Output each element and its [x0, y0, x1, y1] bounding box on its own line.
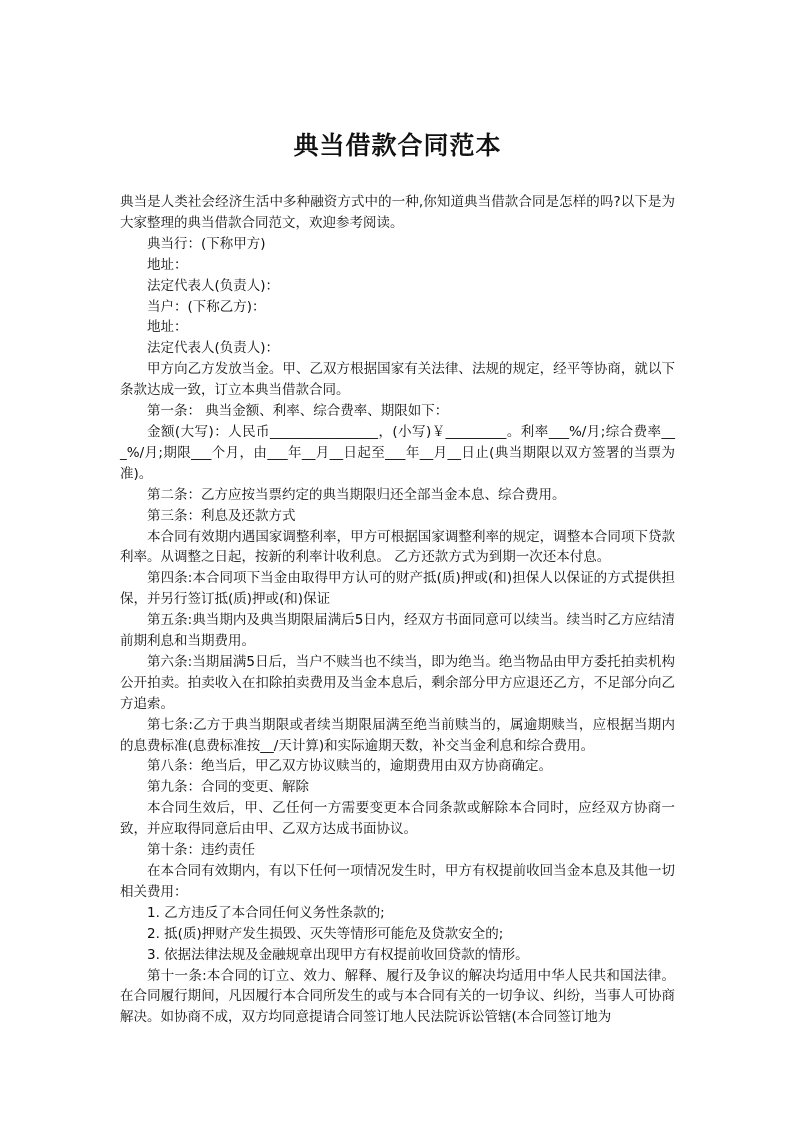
paragraph: 第九条：合同的变更、解除 — [147, 779, 309, 796]
paragraph: 金额(大写)：人民币________________，(小写)￥_________。利率___%/月;综合费率___%/月;期限___个月，由___年__月__日起至___年__月__日止(典当期限以双方签署的当票为准)。 — [120, 423, 675, 482]
paragraph: 3. 依据法律法规及金融规章出现甲方有权提前收回贷款的情形。 — [147, 946, 529, 963]
paragraph: 地址： — [147, 256, 188, 273]
paragraph: 第一条： 典当金额、利率、综合费率、期限如下： — [147, 403, 449, 420]
paragraph: 第四条:本合同项下当金由取得甲方认可的财产抵(质)押或(和)担保人以保证的方式提供担保，并另行签订抵(质)押或(和)保证 — [120, 570, 675, 608]
paragraph: 第十条：违约责任 — [147, 842, 255, 859]
paragraph: 当户：(下称乙方)： — [147, 298, 266, 315]
document-body — [120, 192, 675, 1028]
paragraph: 法定代表人(负责人)： — [147, 277, 280, 294]
paragraph: 2. 抵(质)押财产发生损毁、灭失等情形可能危及贷款安全的; — [147, 925, 504, 942]
paragraph: 本合同生效后，甲、乙任何一方需要变更本合同条款或解除本合同时，应经双方协商一致，并应取得同意后由甲、乙双方达成书面协议。 — [120, 800, 675, 838]
paragraph: 典当是人类社会经济生活中多种融资方式中的一种,你知道典当借款合同是怎样的吗?以下是为大家整理的典当借款合同范文，欢迎参考阅读。 — [120, 194, 675, 231]
paragraph: 第七条:乙方于典当期限或者续当期限届满至绝当前赎当的，属逾期赎当，应根据当期内的息费标准(息费标准按__/天计算)和实际逾期天数，补交当金利息和综合费用。 — [120, 716, 675, 754]
paragraph: 1. 乙方违反了本合同任何义务性条款的; — [147, 904, 385, 921]
paragraph: 本合同有效期内遇国家调整利率，甲方可根据国家调整利率的规定，调整本合同项下贷款利率。从调整之日起，按新的利率计收利息。 乙方还款方式为到期一次还本付息。 — [120, 528, 675, 566]
paragraph: 第五条:典当期内及典当期限届满后5日内，经双方书面同意可以续当。续当时乙方应结清前期利息和当期费用。 — [120, 612, 675, 650]
paragraph: 第八条：绝当后，甲乙双方协议赎当的，逾期费用由双方协商确定。 — [147, 758, 552, 775]
paragraph: 典当行：(下称甲方) — [147, 235, 266, 252]
paragraph: 第二条：乙方应按当票约定的典当期限归还全部当金本息、综合费用。 — [147, 486, 566, 503]
paragraph: 第十一条:本合同的订立、效力、解释、履行及争议的解决均适用中华人民共和国法律。在合同履行期间，凡因履行本合同所发生的或与本合同有关的一切争议、纠纷，当事人可协商解决。如协商不成，双方均同意提请合同签订地人民法院诉讼管辖(本合同签订地为 — [120, 967, 675, 1026]
paragraph: 甲方向乙方发放当金。甲、乙双方根据国家有关法律、法规的规定，经平等协商，就以下条款达成一致，订立本典当借款合同。 — [120, 361, 675, 399]
paragraph: 地址： — [147, 319, 188, 336]
paragraph: 第三条：利息及还款方式 — [147, 507, 296, 524]
paragraph: 在本合同有效期内，有以下任何一项情况发生时，甲方有权提前收回当金本息及其他一切相关费用： — [120, 863, 675, 900]
paragraph: 第六条:当期届满5日后，当户不赎当也不续当，即为绝当。绝当物品由甲方委托拍卖机构公开拍卖。拍卖收入在扣除拍卖费用及当金本息后，剩余部分甲方应退还乙方，不足部分向乙方追索。 — [120, 653, 675, 712]
paragraph: 法定代表人(负责人)： — [147, 340, 280, 357]
document-title: 典当借款合同范本 — [293, 131, 502, 160]
